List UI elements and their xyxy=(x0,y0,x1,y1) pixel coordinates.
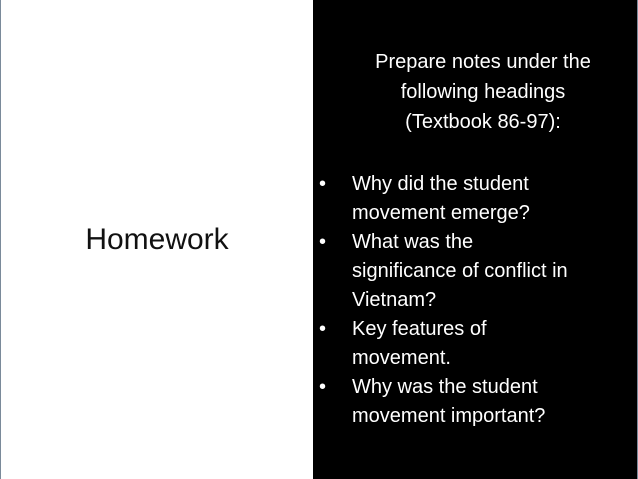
bullet-line: Key features of xyxy=(352,318,487,340)
bullet-item xyxy=(313,373,637,431)
intro-line: Prepare notes under the xyxy=(375,51,591,73)
bullet-item xyxy=(313,315,637,373)
bullet-line: significance of conflict in xyxy=(352,260,568,282)
bullet-item xyxy=(313,228,637,315)
left-panel xyxy=(1,0,313,479)
intro-line: (Textbook 86-97): xyxy=(405,111,561,133)
bullet-marker: • xyxy=(319,376,327,398)
bullet-line: What was the xyxy=(352,231,474,253)
bullet-item xyxy=(313,170,637,228)
right-panel xyxy=(313,0,637,479)
bullet-line: Vietnam? xyxy=(352,289,437,311)
slide-title: Homework xyxy=(85,223,229,256)
intro-line: following headings xyxy=(400,81,566,103)
bullet-list xyxy=(313,170,637,431)
bullet-line: movement important? xyxy=(352,405,546,427)
bullet-line: Why did the student xyxy=(352,173,529,195)
bullet-line: movement emerge? xyxy=(352,202,530,224)
bullet-marker: • xyxy=(319,231,327,253)
bullet-marker: • xyxy=(319,173,327,195)
intro-text xyxy=(333,47,633,137)
bullet-marker: • xyxy=(319,318,327,340)
bullet-line: Why was the student xyxy=(352,376,538,398)
bullet-line: movement. xyxy=(352,347,451,369)
